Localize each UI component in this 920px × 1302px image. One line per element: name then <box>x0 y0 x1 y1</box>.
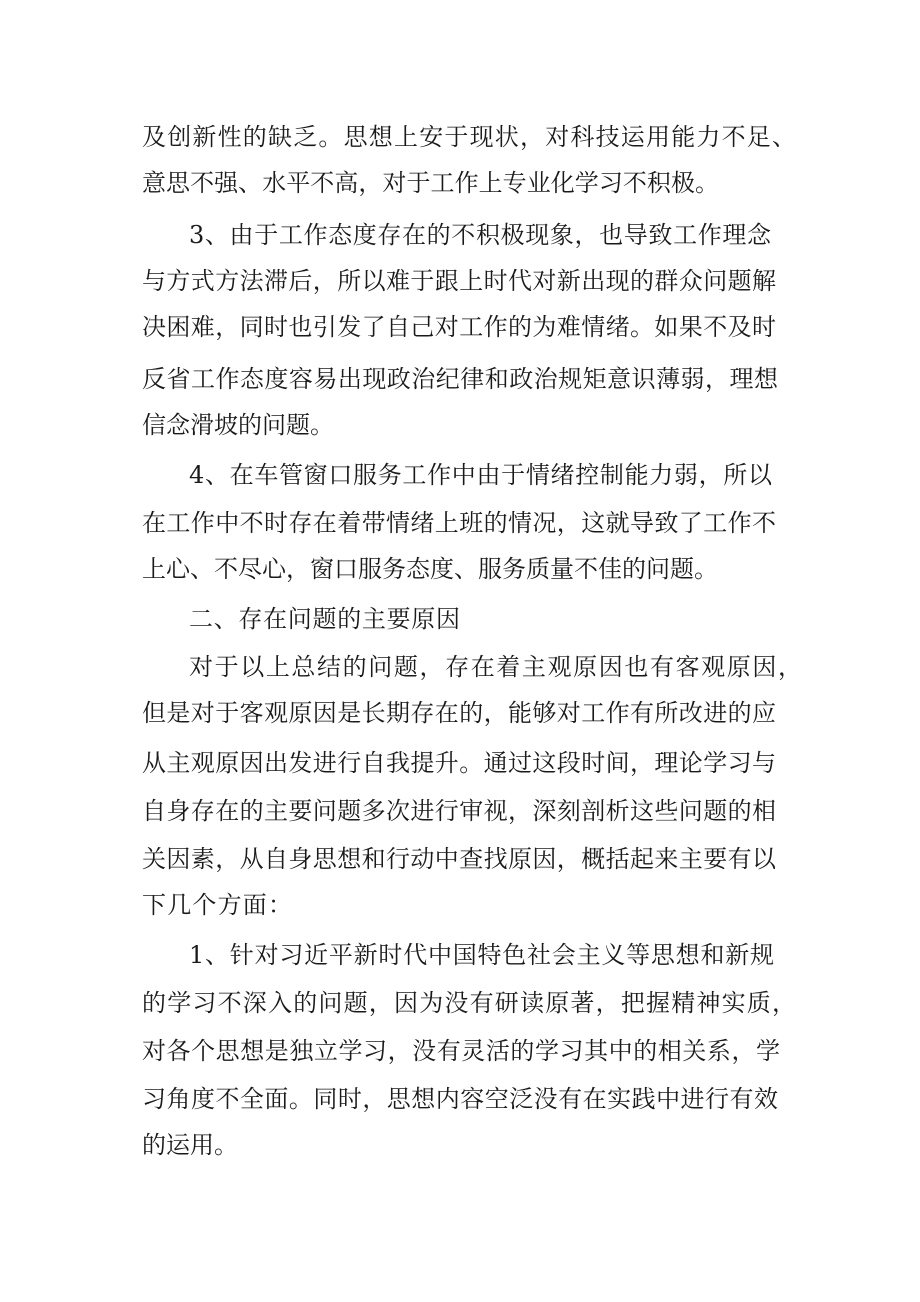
text-line <box>0 1028 920 1074</box>
text-line <box>0 500 920 546</box>
text-line <box>0 740 920 786</box>
text-line-content: 反省工作态度容易出现政治纪律和政治规矩意识薄弱，理想 <box>142 365 778 393</box>
text-line <box>0 114 920 160</box>
text-line-content: 在工作中不时存在着带情绪上班的情况，这就导致了工作不 <box>142 509 776 537</box>
text-line-content: 决困难，同时也引发了自己对工作的为难情绪。如果不及时 <box>142 313 776 341</box>
text-line-content: 关因素，从自身思想和行动中查找原因，概括起来主要有以 <box>142 845 776 873</box>
text-line-content: 4、在车管窗口服务工作中由于情绪控制能力弱，所以 <box>189 461 772 489</box>
text-line-content: 与方式方法滞后，所以难于跟上时代对新出现的群众问题解 <box>142 267 776 295</box>
text-line-content: 从主观原因出发进行自我提升。通过这段时间，理论学习与 <box>142 749 776 777</box>
text-line <box>0 258 920 304</box>
text-line-content: 1、针对习近平新时代中国特色社会主义等思想和新规 <box>189 941 774 969</box>
text-line-content: 上心、不尽心，窗口服务态度、服务质量不佳的问题。 <box>142 555 718 583</box>
text-line <box>0 160 920 206</box>
text-line-content: 但是对于客观原因是长期存在的，能够对工作有所改进的应 <box>142 699 776 727</box>
text-line <box>0 644 920 690</box>
text-line-content: 对各个思想是独立学习，没有灵活的学习其中的相关系，学 <box>142 1037 780 1065</box>
text-line <box>0 304 920 350</box>
text-line-content: 3、由于工作态度存在的不积极现象，也导致工作理念 <box>189 221 771 249</box>
text-line <box>0 546 920 592</box>
section-heading <box>0 596 920 642</box>
text-line <box>0 356 920 402</box>
text-line-content: 习角度不全面。同时，思想内容空泛没有在实践中进行有效 <box>142 1085 778 1113</box>
text-line <box>0 402 920 448</box>
text-line <box>0 980 920 1026</box>
text-line <box>0 1076 920 1122</box>
text-line-content: 信念滑坡的问题。 <box>142 411 334 439</box>
text-line <box>0 836 920 882</box>
text-line-content: 的学习不深入的问题，因为没有研读原著，把握精神实质， <box>142 989 796 1017</box>
text-line-content: 意思不强、水平不高，对于工作上专业化学习不积极。 <box>142 169 719 197</box>
text-line <box>0 882 920 928</box>
text-line <box>0 1122 920 1168</box>
text-line <box>0 690 920 736</box>
text-line-content: 下几个方面： <box>142 891 292 919</box>
text-line-content: 及创新性的缺乏。思想上安于现状，对科技运用能力不足、 <box>142 123 796 151</box>
text-line <box>0 932 920 978</box>
text-line-content: 自身存在的主要问题多次进行审视，深刻剖析这些问题的相 <box>142 797 776 825</box>
text-line <box>0 788 920 834</box>
text-line <box>0 212 920 258</box>
text-line <box>0 452 920 498</box>
section-heading-text: 二、存在问题的主要原因 <box>189 605 460 633</box>
text-line-content: 对于以上总结的问题，存在着主观原因也有客观原因， <box>189 653 802 681</box>
text-line-content: 的运用。 <box>142 1131 238 1159</box>
